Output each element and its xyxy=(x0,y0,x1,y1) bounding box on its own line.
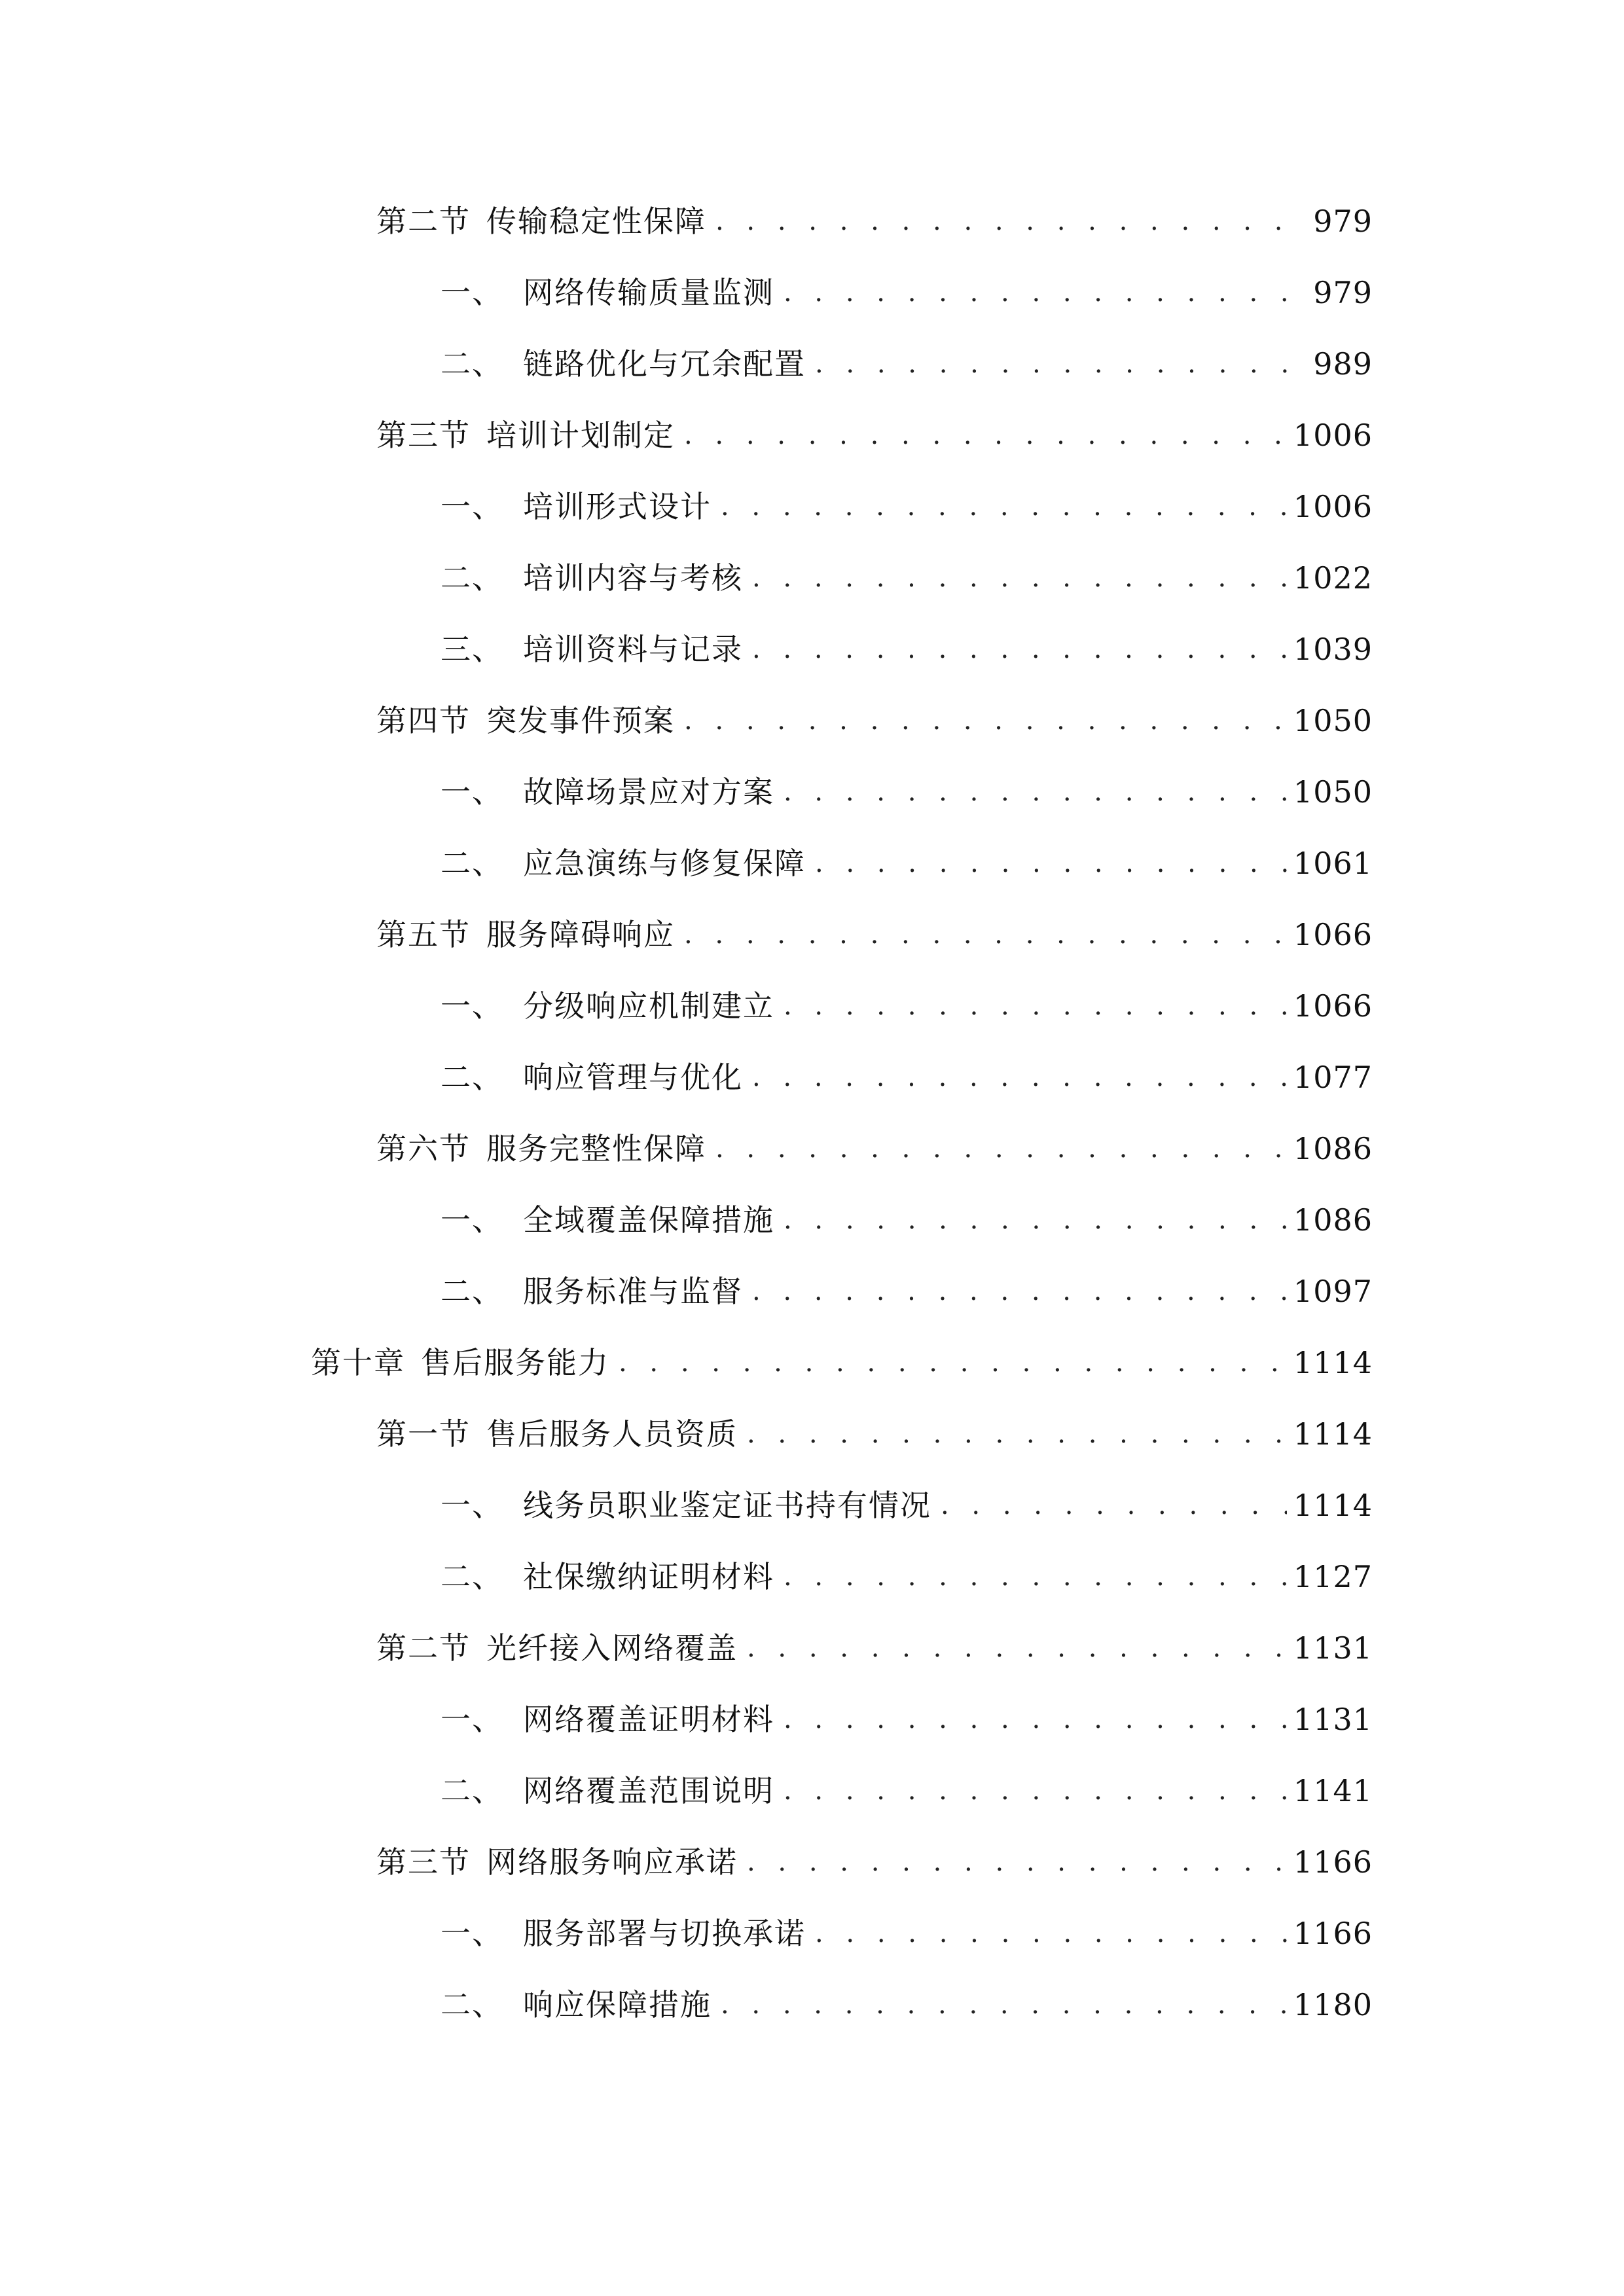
toc-entry-prefix: 一、 xyxy=(441,988,503,1024)
toc-page-number: 1166 xyxy=(1293,1916,1373,1951)
toc-entry-title: 培训计划制定 xyxy=(486,418,675,453)
dot-leader xyxy=(784,980,1287,1032)
toc-entry-prefix: 二、 xyxy=(441,560,503,596)
dot-leader xyxy=(721,480,1287,533)
toc-page-number: 1131 xyxy=(1293,1702,1373,1737)
toc-entry-prefix: 第二节 xyxy=(376,1630,471,1666)
toc-entry-prefix: 二、 xyxy=(441,1773,503,1808)
toc-page-number: 1077 xyxy=(1293,1060,1373,1095)
toc-entry-title: 网络传输质量监测 xyxy=(523,275,774,310)
toc-entry-label xyxy=(376,908,675,961)
toc-entry-label xyxy=(441,266,774,319)
toc-entry-label xyxy=(441,1551,774,1603)
toc-entry-title: 网络服务响应承诺 xyxy=(486,1844,738,1880)
toc-entry-title: 故障场景应对方案 xyxy=(523,774,774,810)
toc-entry-section[interactable] xyxy=(376,1836,1373,1888)
toc-entry-title: 分级响应机制建立 xyxy=(523,988,774,1024)
toc-entry-prefix: 一、 xyxy=(441,275,503,310)
toc-entry-prefix: 第二节 xyxy=(376,204,471,239)
dot-leader xyxy=(747,1622,1287,1674)
toc-page-number: 1066 xyxy=(1293,917,1373,952)
toc-entry-label xyxy=(441,1265,743,1318)
dot-leader xyxy=(747,1408,1287,1460)
toc-entry-section[interactable] xyxy=(376,908,1373,961)
toc-entry-title: 服务完整性保障 xyxy=(486,1131,706,1166)
toc-entry-label xyxy=(441,1194,774,1246)
toc-entry-subsection[interactable] xyxy=(441,1194,1373,1246)
toc-entry-prefix: 第六节 xyxy=(376,1131,471,1166)
toc-entry-title: 响应管理与优化 xyxy=(523,1060,743,1095)
toc-entry-subsection[interactable] xyxy=(441,1907,1373,1960)
toc-entry-title: 培训内容与考核 xyxy=(523,560,743,596)
toc-entry-prefix: 二、 xyxy=(441,1559,503,1594)
toc-entry-section[interactable] xyxy=(376,409,1373,461)
toc-entry-subsection[interactable] xyxy=(441,1693,1373,1746)
toc-entry-section[interactable] xyxy=(376,1622,1373,1674)
dot-leader xyxy=(784,1194,1287,1246)
toc-page-number: 1006 xyxy=(1293,489,1373,524)
toc-entry-label xyxy=(376,195,706,247)
toc-entry-subsection[interactable] xyxy=(441,480,1373,533)
toc-page-number: 1097 xyxy=(1293,1274,1373,1309)
toc-entry-prefix: 二、 xyxy=(441,1274,503,1309)
toc-entry-subsection[interactable] xyxy=(441,980,1373,1032)
toc-entry-section[interactable] xyxy=(376,694,1373,747)
toc-entry-chapter[interactable] xyxy=(311,1336,1373,1389)
toc-page-number: 1086 xyxy=(1293,1202,1373,1238)
toc-entry-subsection[interactable] xyxy=(441,338,1373,390)
dot-leader xyxy=(715,195,1307,247)
toc-entry-title: 应急演练与修复保障 xyxy=(523,846,806,881)
toc-entry-title: 响应保障措施 xyxy=(523,1987,712,2022)
dot-leader xyxy=(684,908,1287,961)
toc-entry-subsection[interactable] xyxy=(441,1551,1373,1603)
toc-entry-prefix: 第五节 xyxy=(376,917,471,952)
toc-entry-title: 售后服务人员资质 xyxy=(486,1416,738,1452)
dot-leader xyxy=(752,623,1287,675)
toc-page-number: 1061 xyxy=(1293,846,1373,881)
toc-entry-title: 社保缴纳证明材料 xyxy=(523,1559,774,1594)
dot-leader xyxy=(684,409,1287,461)
dot-leader xyxy=(784,1765,1287,1817)
toc-entry-prefix: 三、 xyxy=(441,632,503,667)
toc-entry-label xyxy=(441,837,806,889)
dot-leader xyxy=(784,266,1307,319)
toc-entry-subsection[interactable] xyxy=(441,1265,1373,1318)
toc-entry-label xyxy=(376,1408,738,1460)
toc-entry-prefix: 二、 xyxy=(441,346,503,382)
toc-page-number: 1180 xyxy=(1293,1987,1373,2022)
dot-leader xyxy=(619,1336,1287,1389)
toc-entry-label xyxy=(441,1479,931,1532)
toc-entry-label xyxy=(376,1122,706,1175)
toc-page-number: 1006 xyxy=(1293,418,1373,453)
toc-entry-label xyxy=(376,694,675,747)
dot-leader xyxy=(815,837,1287,889)
toc-entry-label xyxy=(376,1836,738,1888)
toc-entry-prefix: 一、 xyxy=(441,1202,503,1238)
toc-entry-prefix: 一、 xyxy=(441,774,503,810)
toc-entry-title: 培训形式设计 xyxy=(523,489,712,524)
toc-page-number: 1050 xyxy=(1293,703,1373,738)
toc-entry-title: 培训资料与记录 xyxy=(523,632,743,667)
toc-entry-label xyxy=(441,552,743,604)
toc-page-number: 1022 xyxy=(1293,560,1373,596)
toc-entry-subsection[interactable] xyxy=(441,837,1373,889)
toc-entry-prefix: 二、 xyxy=(441,846,503,881)
toc-entry-title: 传输稳定性保障 xyxy=(486,204,706,239)
dot-leader xyxy=(784,1551,1287,1603)
toc-page-number: 1141 xyxy=(1293,1773,1373,1808)
toc-entry-subsection[interactable] xyxy=(441,1765,1373,1817)
toc-entry-prefix: 二、 xyxy=(441,1060,503,1095)
toc-entry-prefix: 一、 xyxy=(441,489,503,524)
toc-entry-subsection[interactable] xyxy=(441,766,1373,818)
toc-entry-title: 服务标准与监督 xyxy=(523,1274,743,1309)
dot-leader xyxy=(784,766,1287,818)
toc-page-number: 1166 xyxy=(1293,1844,1373,1880)
dot-leader xyxy=(747,1836,1287,1888)
toc-entry-label xyxy=(311,1336,609,1389)
toc-page-number: 1127 xyxy=(1293,1559,1373,1594)
toc-entry-label xyxy=(441,1765,774,1817)
toc-entry-subsection[interactable] xyxy=(441,1051,1373,1103)
toc-entry-title: 服务部署与切换承诺 xyxy=(523,1916,806,1951)
toc-entry-prefix: 第十章 xyxy=(311,1345,405,1380)
toc-entry-title: 光纤接入网络覆盖 xyxy=(486,1630,738,1666)
toc-entry-label xyxy=(441,766,774,818)
dot-leader xyxy=(752,1051,1287,1103)
toc-page-number: 1114 xyxy=(1293,1345,1373,1380)
toc-entry-label xyxy=(441,980,774,1032)
toc-entry-prefix: 一、 xyxy=(441,1702,503,1737)
toc-entry-prefix: 二、 xyxy=(441,1987,503,2022)
toc-entry-prefix: 第三节 xyxy=(376,418,471,453)
toc-entry-label xyxy=(441,1907,806,1960)
toc-page-number: 1114 xyxy=(1293,1488,1373,1523)
toc-entry-section[interactable] xyxy=(376,1408,1373,1460)
toc-entry-subsection[interactable] xyxy=(441,552,1373,604)
toc-page-number: 1086 xyxy=(1293,1131,1373,1166)
toc-entry-label xyxy=(441,1693,774,1746)
dot-leader xyxy=(815,338,1307,390)
toc-entry-section[interactable] xyxy=(376,195,1373,247)
toc-entry-label xyxy=(441,338,806,390)
toc-page-number: 979 xyxy=(1313,204,1373,239)
dot-leader xyxy=(721,1979,1287,2031)
toc-entry-title: 网络覆盖范围说明 xyxy=(523,1773,774,1808)
toc-entry-subsection[interactable] xyxy=(441,266,1373,319)
dot-leader xyxy=(684,694,1287,747)
toc-entry-prefix: 第四节 xyxy=(376,703,471,738)
toc-entry-title: 服务障碍响应 xyxy=(486,917,675,952)
dot-leader xyxy=(784,1693,1287,1746)
toc-entry-label xyxy=(441,623,743,675)
toc-page-number: 1131 xyxy=(1293,1630,1373,1666)
toc-entry-section[interactable] xyxy=(376,1122,1373,1175)
dot-leader xyxy=(941,1479,1287,1532)
toc-page-number: 989 xyxy=(1313,346,1373,382)
toc-entry-label xyxy=(441,480,712,533)
toc-page-number: 1050 xyxy=(1293,774,1373,810)
toc-entry-title: 售后服务能力 xyxy=(421,1345,609,1380)
dot-leader xyxy=(715,1122,1287,1175)
toc-entry-label xyxy=(441,1979,712,2031)
toc-entry-title: 突发事件预案 xyxy=(486,703,675,738)
toc-entry-prefix: 第一节 xyxy=(376,1416,471,1452)
dot-leader xyxy=(752,1265,1287,1318)
toc-page-number: 979 xyxy=(1313,275,1373,310)
toc-entry-title: 全域覆盖保障措施 xyxy=(523,1202,774,1238)
toc-entry-label xyxy=(441,1051,743,1103)
toc-page-number: 1114 xyxy=(1293,1416,1373,1452)
toc-page-number: 1066 xyxy=(1293,988,1373,1024)
toc-entry-title: 链路优化与冗余配置 xyxy=(523,346,806,382)
toc-entry-title: 网络覆盖证明材料 xyxy=(523,1702,774,1737)
toc-entry-label xyxy=(376,1622,738,1674)
dot-leader xyxy=(752,552,1287,604)
toc-page-number: 1039 xyxy=(1293,632,1373,667)
toc-entry-subsection[interactable] xyxy=(441,1979,1373,2031)
dot-leader xyxy=(815,1907,1287,1960)
toc-entry-label xyxy=(376,409,675,461)
toc-entry-prefix: 一、 xyxy=(441,1916,503,1951)
toc-entry-title: 线务员职业鉴定证书持有情况 xyxy=(523,1488,931,1523)
toc-entry-prefix: 一、 xyxy=(441,1488,503,1523)
toc-entry-subsection[interactable] xyxy=(441,623,1373,675)
toc-entry-prefix: 第三节 xyxy=(376,1844,471,1880)
toc-entry-subsection[interactable] xyxy=(441,1479,1373,1532)
